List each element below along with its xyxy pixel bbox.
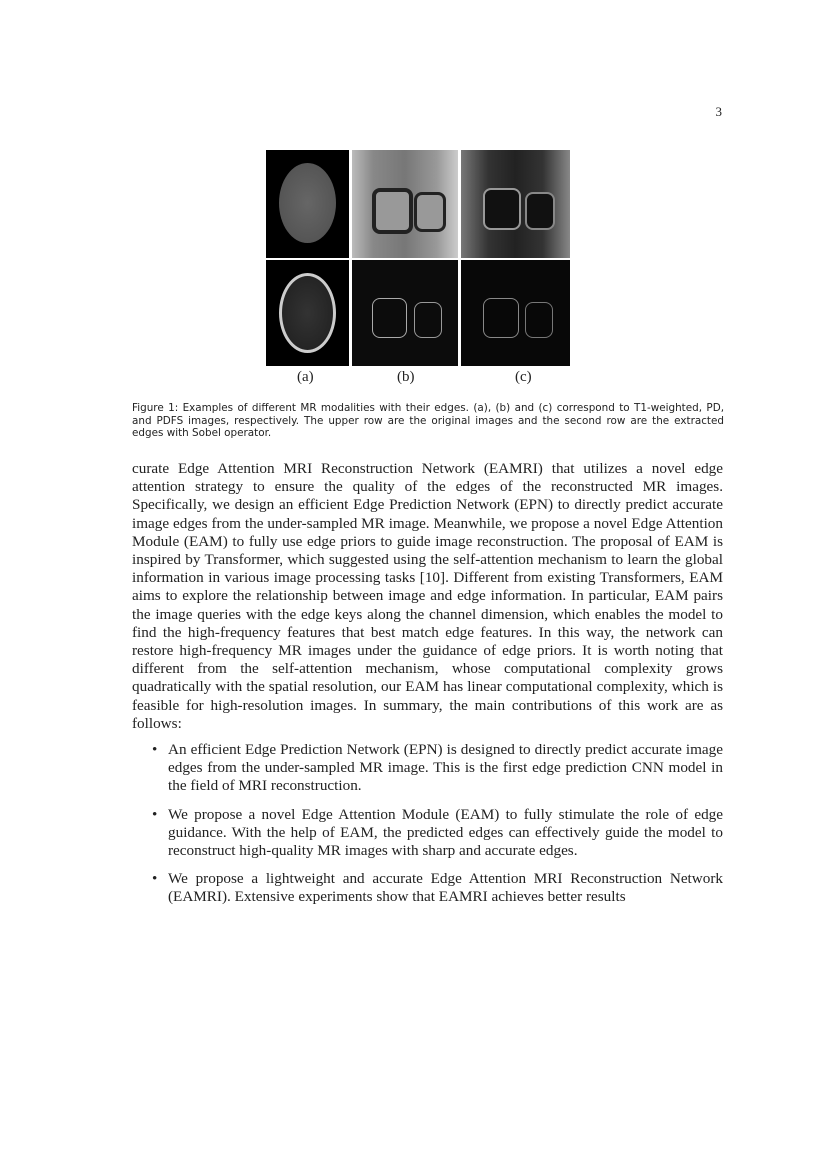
list-item-text: An efficient Edge Prediction Network (EPN) is designed to directly predict accurate image edges from the under-sampled MR image. This is the first edge prediction CNN model in the field of MRI reconstruction. xyxy=(168,741,723,795)
figure-caption: Figure 1: Examples of different MR modalities with their edges. (a), (b) and (c) correspond to T1-weighted, PD, and PDFS images, respectively. The upper row are the original images and the second row are the extracted edges with Sobel operator. xyxy=(132,402,724,440)
list-item xyxy=(132,806,723,861)
bullet-icon: • xyxy=(152,870,158,888)
bullet-icon: • xyxy=(152,741,158,759)
t1-edge-image xyxy=(266,260,349,366)
list-item xyxy=(132,741,723,796)
pd-edge-image xyxy=(352,260,458,366)
pd-original-image xyxy=(352,150,458,258)
figure-1 xyxy=(266,150,570,366)
pdfs-edge-image xyxy=(461,260,570,366)
pdfs-original-image xyxy=(461,150,570,258)
figure-label-a: (a) xyxy=(297,369,314,385)
t1-original-image xyxy=(266,150,349,258)
bullet-icon: • xyxy=(152,805,158,823)
list-item-text: We propose a novel Edge Attention Module (EAM) to fully stimulate the role of edge guidance. With the help of EAM, the predicted edges can effectively guide the model to reconstruct high-quality MR images with sharp and accurate edges. xyxy=(168,805,723,860)
figure-label-c: (c) xyxy=(515,369,532,385)
list-item-text: We propose a lightweight and accurate Edge Attention MRI Reconstruction Network (EAMRI). Extensive experiments show that EAMRI achieves better results xyxy=(168,870,723,906)
list-item xyxy=(132,870,723,906)
page-number: 3 xyxy=(715,104,722,119)
figure-label-b: (b) xyxy=(397,369,415,385)
body-text xyxy=(132,460,723,917)
contributions-list xyxy=(132,741,723,907)
paragraph: curate Edge Attention MRI Reconstruction Network (EAMRI) that utilizes a novel edge attention strategy to ensure the quality of the edges of the reconstructed MR images. Specifically, we design an efficient Edge Prediction Network (EPN) to directly predict accurate image edges from the under-sampled MR image. Meanwhile, we propose a novel Edge Attention Module (EAM) to fully use edge priors to guide image reconstruction. The proposal of EAM is inspired by Transformer, which suggested using the self-attention mechanism to learn the global information in various image processing tasks [10]. Different from existing Transformers, EAM aims to explore the relationship between image and edge information. In particular, EAM pairs the image queries with the edge keys along the channel dimension, which enables the model to find the high-frequency features that best match edge features. In this way, the network can restore high-frequency MR images under the guidance of edge priors. It is worth noting that different from the self-attention mechanism, whose computational complexity grows quadratically with the spatial resolution, our EAM has linear computational complexity, which is feasible for high-resolution images. In summary, the main contributions of this work are as follows: xyxy=(132,460,723,732)
